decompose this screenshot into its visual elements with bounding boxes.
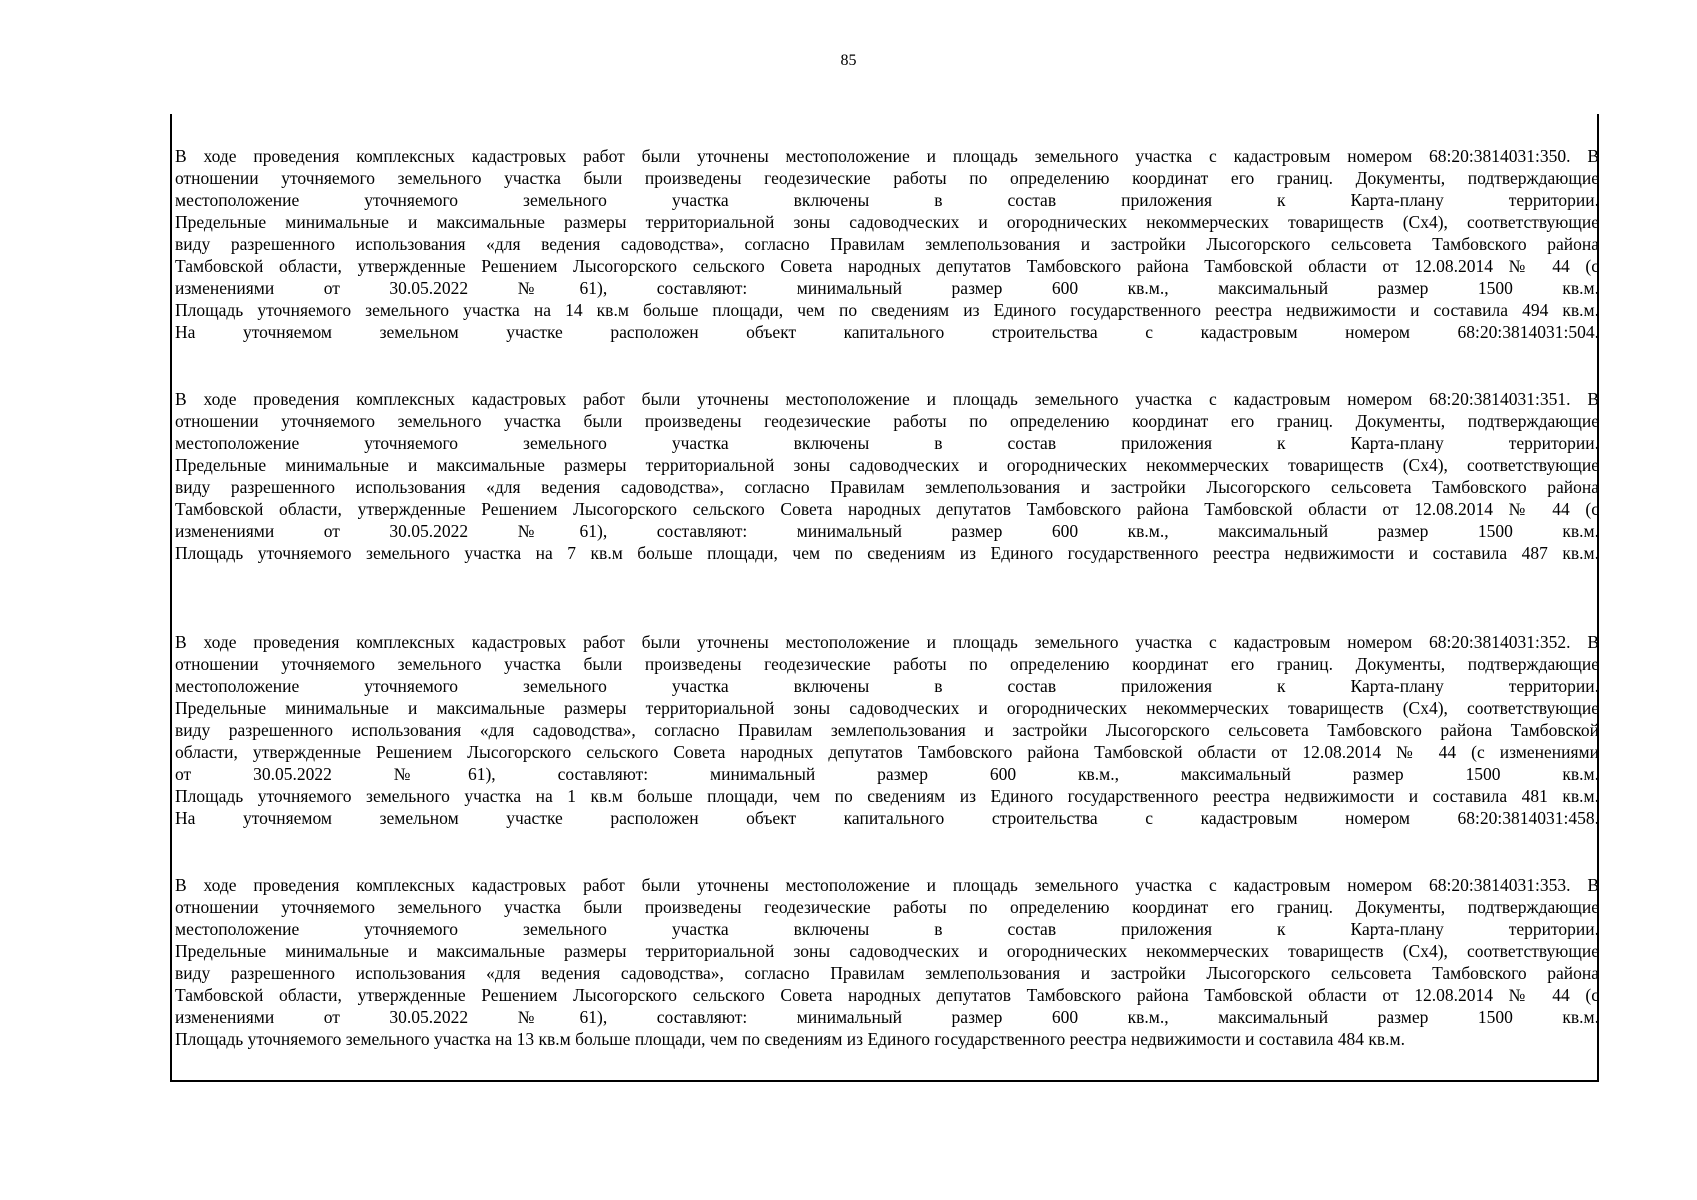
paragraph-line: отношении уточняемого земельного участка были произведены геодезические работы по определению координат его границ. Документы, подтверждающие	[175, 897, 1599, 917]
paragraph-line: отношении уточняемого земельного участка были произведены геодезические работы по определению координат его границ. Документы, подтверждающие	[175, 654, 1599, 674]
parcel-paragraph-352	[175, 631, 1599, 829]
paragraph-line: На уточняемом земельном участке расположен объект капитального строительства с кадастровым номером 68:20:3814031:458.	[175, 808, 1599, 828]
parcel-paragraph-353	[175, 874, 1599, 1050]
paragraph-line: Площадь уточняемого земельного участка на 7 кв.м больше площади, чем по сведениям из Единого государственного реестра недвижимости и составила 487 кв.м.	[175, 543, 1599, 563]
paragraph-line: Предельные минимальные и максимальные размеры территориальной зоны садоводческих и огороднических некоммерческих товариществ (Сх4), соответствующие	[175, 941, 1599, 961]
document-frame	[170, 114, 1599, 1082]
paragraph-line: Предельные минимальные и максимальные размеры территориальной зоны садоводческих и огороднических некоммерческих товариществ (Сх4), соответствующие	[175, 212, 1599, 232]
paragraph-line: Предельные минимальные и максимальные размеры территориальной зоны садоводческих и огороднических некоммерческих товариществ (Сх4), соответствующие	[175, 455, 1599, 475]
paragraph-line: В ходе проведения комплексных кадастровых работ были уточнены местоположение и площадь земельного участка с кадастровым номером 68:20:3814031:352. В	[175, 632, 1599, 652]
paragraph-line: В ходе проведения комплексных кадастровых работ были уточнены местоположение и площадь земельного участка с кадастровым номером 68:20:3814031:353. В	[175, 875, 1599, 895]
paragraph-line: Тамбовской области, утвержденные Решением Лысогорского сельского Совета народных депутатов Тамбовского района Тамбовской области от 12.08.2014 № 44 (с	[175, 499, 1599, 519]
paragraph-line: изменениями от 30.05.2022 №61), составляют: минимальный размер 600 кв.м., максимальный размер 1500 кв.м.	[175, 278, 1599, 298]
paragraph-line: Тамбовской области, утвержденные Решением Лысогорского сельского Совета народных депутатов Тамбовского района Тамбовской области от 12.08.2014 № 44 (с	[175, 256, 1599, 276]
paragraph-line: отношении уточняемого земельного участка были произведены геодезические работы по определению координат его границ. Документы, подтверждающие	[175, 411, 1599, 431]
paragraph-line: отношении уточняемого земельного участка были произведены геодезические работы по определению координат его границ. Документы, подтверждающие	[175, 168, 1599, 188]
paragraph-line: Предельные минимальные и максимальные размеры территориальной зоны садоводческих и огороднических некоммерческих товариществ (Сх4), соответствующие	[175, 698, 1599, 718]
paragraph-line: местоположение уточняемого земельного участка включены в состав приложения к Карта-плану территории.	[175, 919, 1599, 939]
paragraph-line: местоположение уточняемого земельного участка включены в состав приложения к Карта-плану территории.	[175, 190, 1599, 210]
paragraph-line: Площадь уточняемого земельного участка на 1 кв.м больше площади, чем по сведениям из Единого государственного реестра недвижимости и составила 481 кв.м.	[175, 786, 1599, 806]
paragraph-line: изменениями от 30.05.2022 №61), составляют: минимальный размер 600 кв.м., максимальный размер 1500 кв.м.	[175, 1007, 1599, 1027]
paragraph-line: виду разрешенного использования «для ведения садоводства», согласно Правилам землепользования и застройки Лысогорского сельсовета Тамбовского района	[175, 234, 1599, 254]
paragraph-line: виду разрешенного использования «для ведения садоводства», согласно Правилам землепользования и застройки Лысогорского сельсовета Тамбовского района	[175, 477, 1599, 497]
paragraph-line: местоположение уточняемого земельного участка включены в состав приложения к Карта-плану территории.	[175, 433, 1599, 453]
paragraph-line: от 30.05.2022 №61), составляют: минимальный размер 600 кв.м., максимальный размер 1500 кв.м.	[175, 764, 1599, 784]
paragraph-line: Площадь уточняемого земельного участка на 13 кв.м больше площади, чем по сведениям из Единого государственного реестра недвижимости и составила 484 кв.м.	[175, 1029, 1405, 1049]
paragraph-line: Площадь уточняемого земельного участка на 14 кв.м больше площади, чем по сведениям из Единого государственного реестра недвижимости и составила 494 кв.м.	[175, 300, 1599, 320]
paragraph-line: В ходе проведения комплексных кадастровых работ были уточнены местоположение и площадь земельного участка с кадастровым номером 68:20:3814031:351. В	[175, 389, 1599, 409]
page-number: 85	[840, 52, 857, 69]
paragraph-line: виду разрешенного использования «для ведения садоводства», согласно Правилам землепользования и застройки Лысогорского сельсовета Тамбовского района	[175, 963, 1599, 983]
paragraph-line: На уточняемом земельном участке расположен объект капитального строительства с кадастровым номером 68:20:3814031:504.	[175, 322, 1599, 342]
paragraph-line: изменениями от 30.05.2022 №61), составляют: минимальный размер 600 кв.м., максимальный размер 1500 кв.м.	[175, 521, 1599, 541]
paragraph-line: Тамбовской области, утвержденные Решением Лысогорского сельского Совета народных депутатов Тамбовского района Тамбовской области от 12.08.2014 № 44 (с	[175, 985, 1599, 1005]
paragraph-line: В ходе проведения комплексных кадастровых работ были уточнены местоположение и площадь земельного участка с кадастровым номером 68:20:3814031:350. В	[175, 146, 1599, 166]
parcel-paragraph-350	[175, 145, 1599, 343]
paragraph-line: виду разрешенного использования «для садоводства», согласно Правилам землепользования и застройки Лысогорского сельсовета Тамбовского района Тамбовской	[175, 720, 1599, 740]
paragraph-line: местоположение уточняемого земельного участка включены в состав приложения к Карта-плану территории.	[175, 676, 1599, 696]
parcel-paragraph-351	[175, 388, 1599, 564]
paragraph-line: области, утвержденные Решением Лысогорского сельского Совета народных депутатов Тамбовского района Тамбовской области от 12.08.2014 № 44 (с изменениями	[175, 742, 1599, 762]
